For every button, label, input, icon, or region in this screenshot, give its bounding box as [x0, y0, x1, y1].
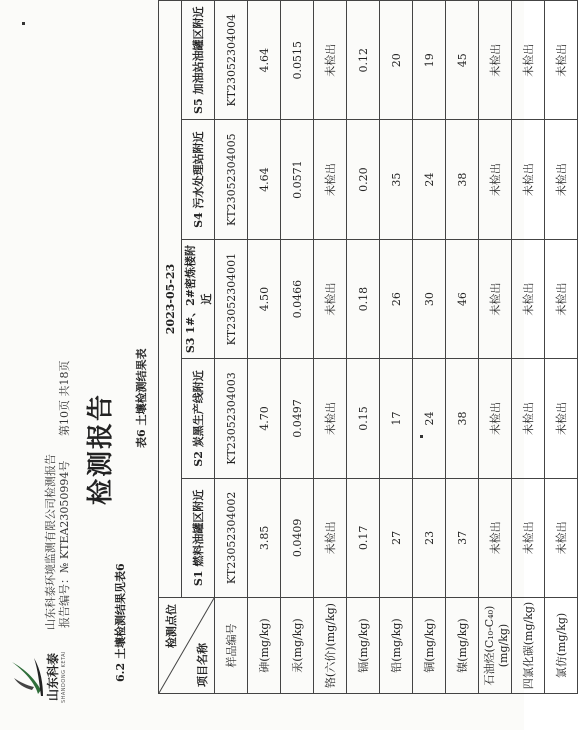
table-cell: 未检出: [314, 1, 347, 120]
table-cell: 4.64: [248, 120, 281, 239]
table-cell: KT23052304002: [215, 478, 248, 597]
table-row: [479, 1, 512, 694]
table-cell: 未检出: [314, 239, 347, 358]
table-cell: 24: [413, 120, 446, 239]
site-header: S1 燃料油罐区附近: [182, 478, 215, 597]
scan-mark: [22, 22, 25, 25]
row-label: 铬(六价)(mg/kg): [314, 598, 347, 694]
site-header: S5 加油站油罐区附近: [182, 1, 215, 120]
corner-cell: [159, 598, 215, 694]
table-cell: 0.0571: [281, 120, 314, 239]
sampling-date: 2023-05-23: [159, 1, 182, 598]
table-cell: KT23052304004: [215, 1, 248, 120]
table-body: [215, 1, 578, 694]
table-cell: 26: [380, 239, 413, 358]
site-header: S3 1#、2#密炼楼附近: [182, 239, 215, 358]
table-cell: 未检出: [314, 359, 347, 478]
logo-mark-icon: [8, 656, 44, 700]
table-row: [413, 1, 446, 694]
table-cell: KT23052304005: [215, 120, 248, 239]
company-logo: [8, 640, 82, 714]
table-row: [281, 1, 314, 694]
table-cell: 3.85: [248, 478, 281, 597]
scan-mark: [420, 435, 423, 438]
table-cell: 未检出: [512, 1, 545, 120]
table-cell: 0.0409: [281, 478, 314, 597]
logo-brand-cn: 山东科泰: [46, 653, 60, 702]
row-label: 镉(mg/kg): [347, 598, 380, 694]
table-cell: 38: [446, 359, 479, 478]
table-cell: KT23052304003: [215, 359, 248, 478]
logo-brand-en: SHANDONG KETAI: [61, 650, 67, 704]
company-name: 山东科泰环境监测有限公司检测报告: [44, 454, 57, 630]
table-cell: 38: [446, 120, 479, 239]
table-row: [380, 1, 413, 694]
table-cell: 20: [380, 1, 413, 120]
report-title: 检测报告: [86, 392, 116, 505]
corner-bottom-label: 项目名称: [196, 643, 209, 687]
table-cell: 未检出: [545, 239, 578, 358]
table-cell: 27: [380, 478, 413, 597]
table-cell: 未检出: [314, 120, 347, 239]
table-cell: 37: [446, 478, 479, 597]
table-cell: 30: [413, 239, 446, 358]
report-number: 报告编号：№ KTEA23050994号: [58, 460, 71, 628]
table-cell: 0.0515: [281, 1, 314, 120]
table-cell: KT23052304001: [215, 239, 248, 358]
table-cell: 17: [380, 359, 413, 478]
table-cell: 未检出: [512, 120, 545, 239]
table-cell: 未检出: [545, 1, 578, 120]
soil-results-table: [158, 0, 578, 694]
table-row: [446, 1, 479, 694]
table-cell: 未检出: [479, 478, 512, 597]
table-cell: 0.0466: [281, 239, 314, 358]
table-cell: 未检出: [512, 359, 545, 478]
table-cell: 4.70: [248, 359, 281, 478]
site-header: S2 炭黑生产线附近: [182, 359, 215, 478]
table-cell: 46: [446, 239, 479, 358]
table-cell: 0.18: [347, 239, 380, 358]
row-label: 汞(mg/kg): [281, 598, 314, 694]
table-row: [248, 1, 281, 694]
table-cell: 4.50: [248, 239, 281, 358]
table-cell: 45: [446, 1, 479, 120]
row-label: 镍(mg/kg): [446, 598, 479, 694]
corner-top-label: 检测点位: [165, 604, 178, 649]
table-row: [314, 1, 347, 694]
table-cell: 24: [413, 359, 446, 478]
table-row: [215, 1, 248, 694]
table-row: [347, 1, 380, 694]
table-cell: 0.20: [347, 120, 380, 239]
table-cell: 未检出: [314, 478, 347, 597]
table-cell: 未检出: [479, 120, 512, 239]
table-cell: 未检出: [512, 478, 545, 597]
table-row: [512, 1, 545, 694]
table-cell: 0.0497: [281, 359, 314, 478]
table-cell: 35: [380, 120, 413, 239]
section-title: 6.2 土壤检测结果见表6: [114, 563, 127, 682]
table-cell: 未检出: [545, 120, 578, 239]
row-label: 氯仿(mg/kg): [545, 598, 578, 694]
table-cell: 未检出: [479, 239, 512, 358]
table-header-date-row: [159, 1, 182, 694]
row-label: 石油烃(C₁₀-C₄₀)(mg/kg): [479, 598, 512, 694]
table-cell: 未检出: [479, 359, 512, 478]
row-label: 铅(mg/kg): [380, 598, 413, 694]
table-cell: 23: [413, 478, 446, 597]
row-label: 样品编号: [215, 598, 248, 694]
row-label: 砷(mg/kg): [248, 598, 281, 694]
table-cell: 未检出: [479, 1, 512, 120]
row-label: 四氯化碳(mg/kg): [512, 598, 545, 694]
table-cell: 4.64: [248, 1, 281, 120]
site-header: S4 污水处理站附近: [182, 120, 215, 239]
row-label: 铜(mg/kg): [413, 598, 446, 694]
table-cell: 未检出: [545, 478, 578, 597]
page-number: 第10页 共18页: [58, 360, 71, 436]
table-cell: 0.17: [347, 478, 380, 597]
table-caption: 表6 土壤检测结果表: [135, 348, 148, 448]
table-cell: 未检出: [545, 359, 578, 478]
table-header-sites-row: [182, 1, 215, 694]
table-cell: 未检出: [512, 239, 545, 358]
table-cell: 0.15: [347, 359, 380, 478]
table-cell: 0.12: [347, 1, 380, 120]
table-row: [545, 1, 578, 694]
table-cell: 19: [413, 1, 446, 120]
